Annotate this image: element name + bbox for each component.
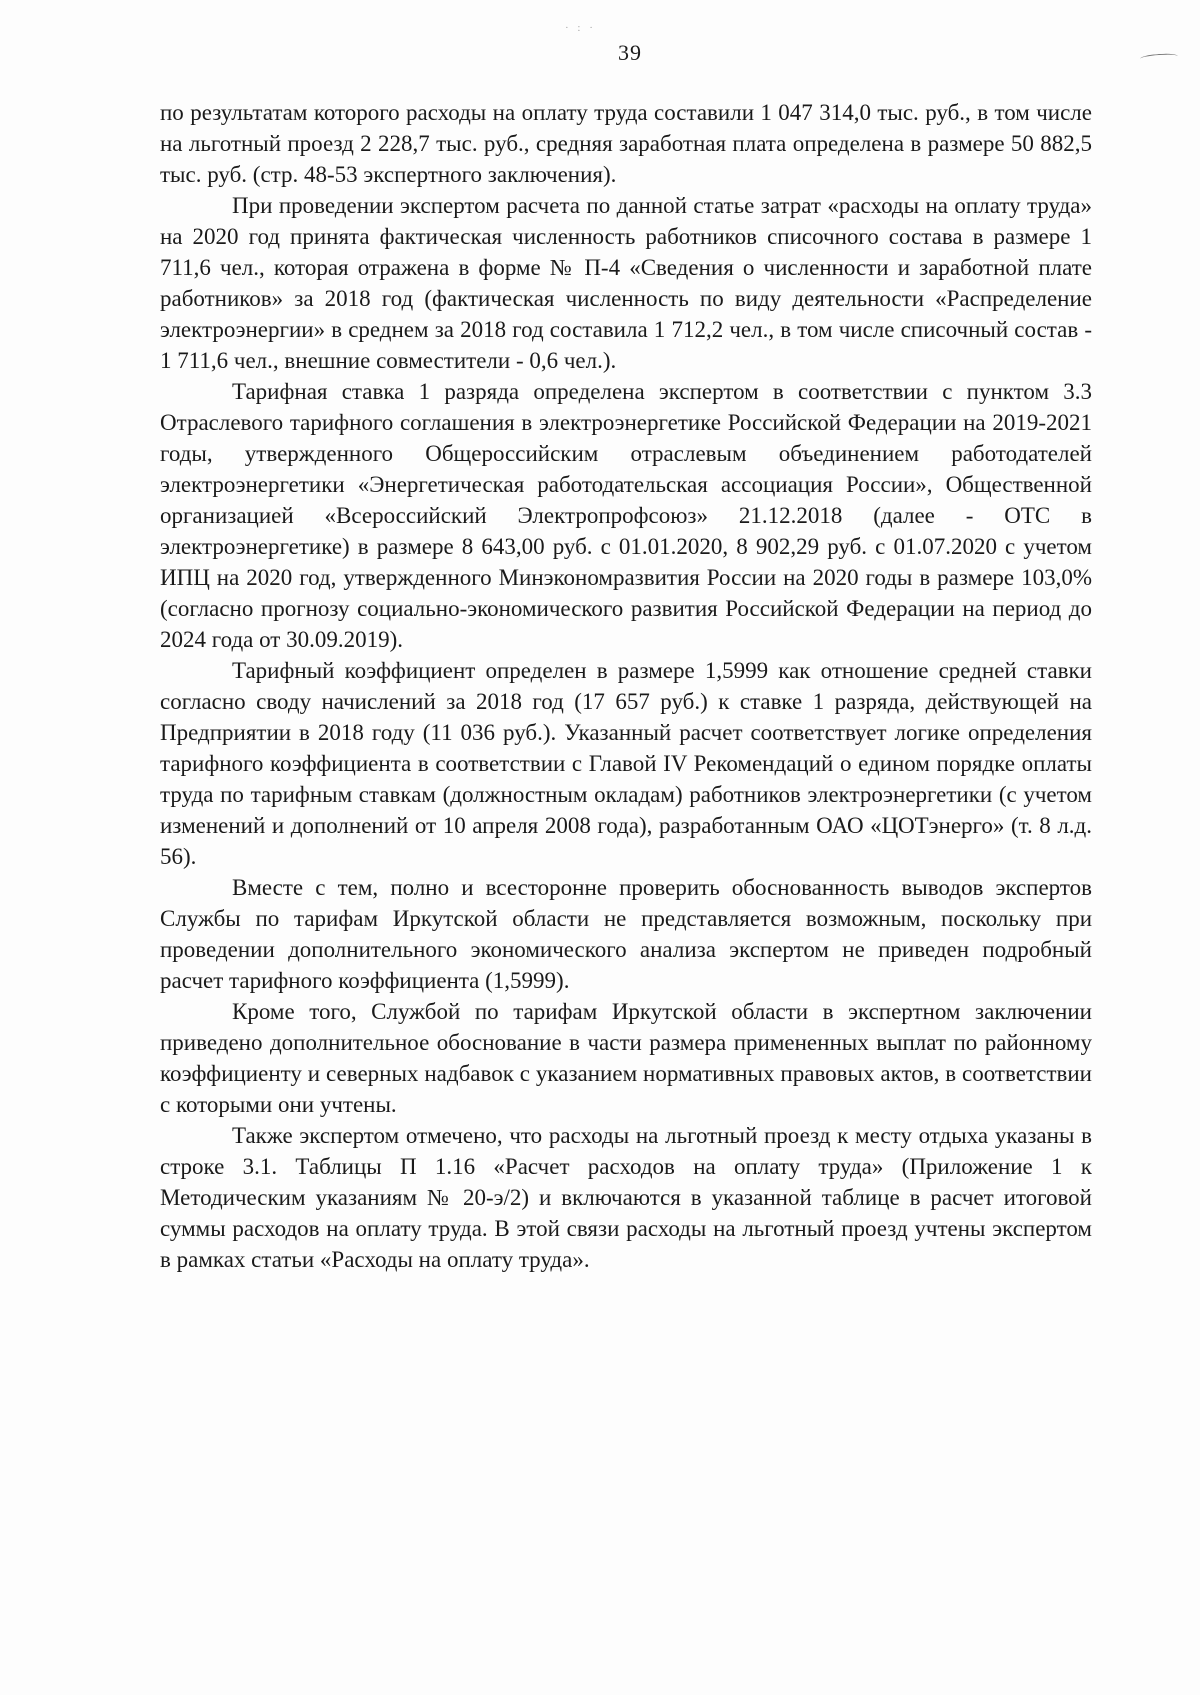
scan-artifact: · : · xyxy=(565,22,596,34)
paragraph-verification: Вместе с тем, полно и всесторонне проверить обоснованность выводов экспертов Службы по тарифам Иркутской области не представляется возможным, поскольку при проведении дополнительного экономического анализа экспертом не приведен подробный расчет тарифного коэффициента (1,5999). xyxy=(160,875,1092,993)
paragraph-additional-justification: Кроме того, Службой по тарифам Иркутской области в экспертном заключении приведено дополнительное обоснование в части размера примененных выплат по районному коэффициенту и северных надбавок с указанием нормативных правовых актов, в соответствии с которыми они учтены. xyxy=(160,999,1092,1117)
page-number: 39 xyxy=(618,40,642,65)
paragraph-continuation: по результатам которого расходы на оплату труда составили 1 047 314,0 тыс. руб., в том числе на льготный проезд 2 228,7 тыс. руб., средняя заработная плата определена в размере 50 882,5 тыс. руб. (стр. 48-53 экспертного заключения). xyxy=(160,100,1092,187)
paragraph-staff-count: При проведении экспертом расчета по данной статье затрат «расходы на оплату труда» на 2020 год принята фактическая численность работников списочного состава в размере 1 711,6 чел., которая отражена в форме № П-4 «Сведения о численности и заработной плате работников» за 2018 год (фактическая численность по виду деятельности «Распределение электроэнергии» в среднем за 2018 год составила 1 712,2 чел., в том числе списочный состав - 1 711,6 чел., внешние совместители - 0,6 чел.). xyxy=(160,193,1092,373)
paragraph-tariff-coefficient: Тарифный коэффициент определен в размере 1,5999 как отношение средней ставки согласно своду начислений за 2018 год (17 657 руб.) к ставке 1 разряда, действующей на Предприятии в 2018 году (11 036 руб.). Указанный расчет соответствует логике определения тарифного коэффициента в соответствии с Главой IV Рекомендаций о едином порядке оплаты труда по тарифным ставкам (должностным окладам) работников электроэнергетики (с учетом изменений и дополнений от 10 апреля 2008 года), разработанным ОАО «ЦОТэнерго» (т. 8 л.д. 56). xyxy=(160,658,1092,869)
paragraph-tariff-rate: Тарифная ставка 1 разряда определена экспертом в соответствии с пунктом 3.3 Отраслевого тарифного соглашения в электроэнергетике Российской Федерации на 2019-2021 годы, утвержденного Общероссийским отраслевым объединением работодателей электроэнергетики «Энергетическая работодательская ассоциация России», Общественной организацией «Всероссийский Электропрофсоюз» 21.12.2018 (далее - ОТС в электроэнергетике) в размере 8 643,00 руб. с 01.01.2020, 8 902,29 руб. с 01.07.2020 с учетом ИПЦ на 2020 год, утвержденного Минэкономразвития России на 2020 годы в размере 103,0% (согласно прогнозу социально-экономического развития Российской Федерации на период до 2024 года от 30.09.2019). xyxy=(160,379,1092,652)
document-body xyxy=(160,97,1092,1275)
paragraph-travel-expenses: Также экспертом отмечено, что расходы на льготный проезд к месту отдыха указаны в строке 3.1. Таблицы П 1.16 «Расчет расходов на оплату труда» (Приложение 1 к Методическим указаниям № 20-э/2) и включаются в указанной таблице в расчет итоговой суммы расходов на оплату труда. В этой связи расходы на льготный проезд учтены экспертом в рамках статьи «Расходы на оплату труда». xyxy=(160,1123,1092,1272)
